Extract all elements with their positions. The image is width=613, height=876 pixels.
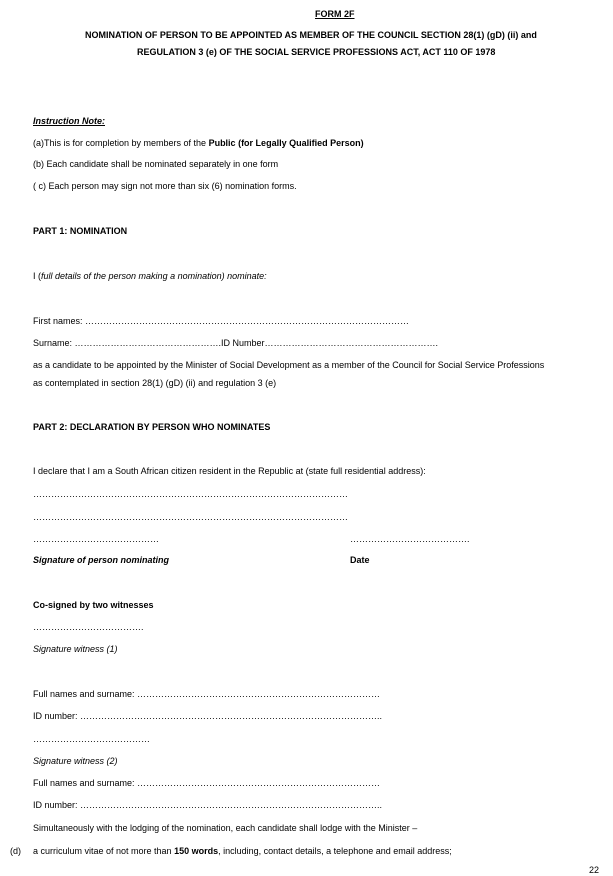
item-d-text <box>33 846 452 857</box>
item-d-prefix: a curriculum vitae of not more than <box>33 846 175 856</box>
item-d-bold: 150 words <box>174 846 219 856</box>
signature-dots: …………………………………… <box>33 534 159 544</box>
witness1-names-field: Full names and surname: ……………………………………………………………………… <box>33 689 381 699</box>
item-d-label: (d) <box>10 846 21 856</box>
surname-field: Surname: ………………………………………….ID Number…………………………………………………. <box>33 338 439 348</box>
witness2-names-field: Full names and surname: ……………………………………………………………………… <box>33 778 381 788</box>
declaration-text: I declare that I am a South African citizen resident in the Republic at (state full residential address): <box>33 466 426 476</box>
witness2-id-field: ID number: ……………………………………………………………………………………….. <box>33 800 383 810</box>
form-number: FORM 2F <box>315 9 355 19</box>
instruction-c: ( c) Each person may sign not more than six (6) nomination forms. <box>33 181 297 191</box>
instruction-b: (b) Each candidate shall be nominated separately in one form <box>33 159 279 169</box>
witness1-dots: ………………………………. <box>33 622 144 632</box>
lodging-text: Simultaneously with the lodging of the nomination, each candidate shall lodge with the Minister – <box>33 823 418 833</box>
part1-intro-prefix: I ( <box>33 271 41 281</box>
page-number: 22 <box>589 865 600 875</box>
form-title-line-2: REGULATION 3 (e) OF THE SOCIAL SERVICE PROFESSIONS ACT, ACT 110 OF 1978 <box>137 47 496 57</box>
witnesses-heading: Co-signed by two witnesses <box>33 600 154 610</box>
part1-intro-italic: full details of the person making a nomination) nominate: <box>41 271 267 281</box>
part2-heading: PART 2: DECLARATION BY PERSON WHO NOMINATES <box>33 422 271 432</box>
part1-heading: PART 1: NOMINATION <box>33 226 128 236</box>
witness2-label: Signature witness (2) <box>33 756 118 766</box>
witness1-id-field: ID number: ……………………………………………………………………………………….. <box>33 711 383 721</box>
instruction-a-text: (a)This is for completion by members of the <box>33 138 209 148</box>
part1-intro <box>33 271 267 282</box>
candidate-line-1: as a candidate to be appointed by the Minister of Social Development as a member of the Council for Social Service Professions <box>33 360 545 370</box>
address-line-2: …………………………………………………………………………………………… <box>33 512 348 522</box>
signature-label: Signature of person nominating <box>33 555 170 565</box>
instruction-a-bold: Public (for Legally Qualified Person) <box>208 138 364 148</box>
candidate-line-2: as contemplated in section 28(1) (gD) (ii) and regulation 3 (e) <box>33 378 277 388</box>
instruction-a <box>33 138 364 149</box>
date-dots: …………………………………. <box>350 534 470 544</box>
form-title-line-1: NOMINATION OF PERSON TO BE APPOINTED AS MEMBER OF THE COUNCIL SECTION 28(1) (gD) (ii) and <box>85 30 537 40</box>
item-d-suffix: , including, contact details, a telephone and email address; <box>218 846 452 856</box>
witness2-dots: ………………………………… <box>33 734 150 744</box>
address-line-1: …………………………………………………………………………………………… <box>33 489 348 499</box>
first-names-field: First names: ……………………………………………………………………………………………… <box>33 316 410 326</box>
date-label: Date <box>350 555 370 565</box>
instruction-heading: Instruction Note: <box>33 116 105 126</box>
witness1-label: Signature witness (1) <box>33 644 118 654</box>
